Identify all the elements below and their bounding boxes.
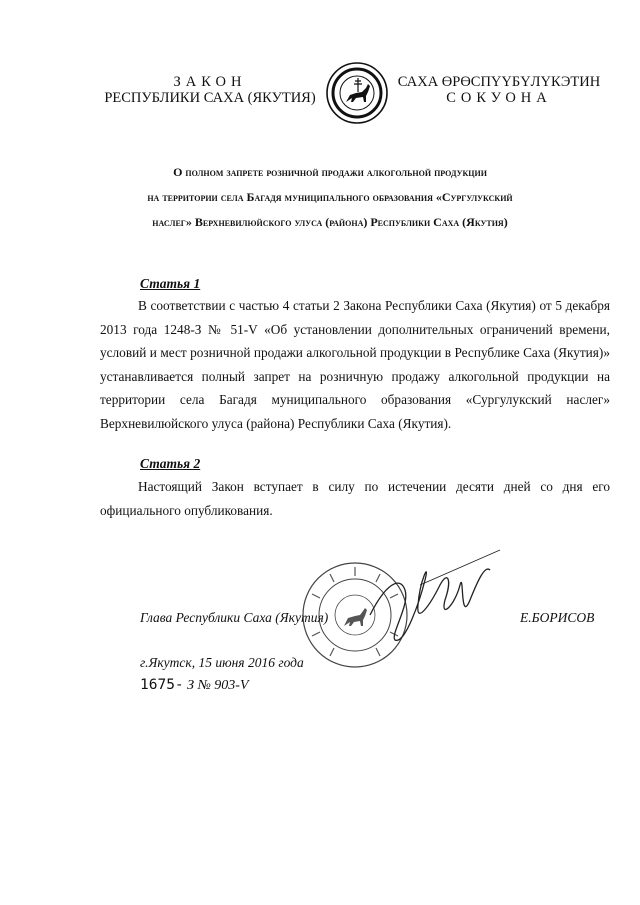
document-title <box>95 160 565 235</box>
law-label-sakha: СОКУОНА <box>446 90 552 106</box>
title-line-2: на территории села Багадя муниципального образования «Сургулукский <box>147 190 513 204</box>
republic-name: РЕСПУБЛИКИ САХА (ЯКУТИЯ) <box>104 90 316 106</box>
header-left <box>95 74 325 106</box>
handwritten-signature-icon <box>360 545 505 655</box>
signer-name: Е.БОРИСОВ <box>520 610 595 625</box>
registration-number-suffix: З № 903-V <box>187 678 249 693</box>
place-and-date: г.Якутск, 15 июня 2016 года <box>140 655 304 670</box>
republic-name-sakha: САХА ӨРӨСПҮҮБҮЛҮКЭТИН <box>397 74 601 90</box>
coat-of-arms-emblem-icon <box>326 62 388 124</box>
title-line-3: наслег» Верхневилюйского улуса (района) Республики Саха (Якутия) <box>152 215 508 229</box>
signer-position: Глава Республики Саха (Якутия) <box>140 610 329 625</box>
registration-number <box>140 677 249 694</box>
article-1-heading: Статья 1 <box>140 276 201 291</box>
article-2-heading: Статья 2 <box>140 456 201 471</box>
article-2-text: Настоящий Закон вступает в силу по истечении десяти дней со дня его официального опубликования. <box>100 479 610 518</box>
title-line-1: О полном запрете розничной продажи алкогольной продукции <box>173 165 487 179</box>
article-1-text: В соответствии с частью 4 статьи 2 Закона Республики Саха (Якутия) от 5 декабря 2013 года 1248-З № 51-V «Об установлении дополнительных ограничений времени, условий и мест розничной продажи алкогольной продукции в Республике Саха (Якутия)» устанавливается полный запрет на розничную продажу алкогольной продукции на территории села Багадя муниципального образования «Сургулукский наслег» Верхневилюйского улуса (района) Республики Саха (Якутия). <box>100 298 610 431</box>
header-right <box>390 74 608 106</box>
registration-number-prefix: 1675- <box>140 677 184 693</box>
law-label: ЗАКОН <box>173 74 247 90</box>
